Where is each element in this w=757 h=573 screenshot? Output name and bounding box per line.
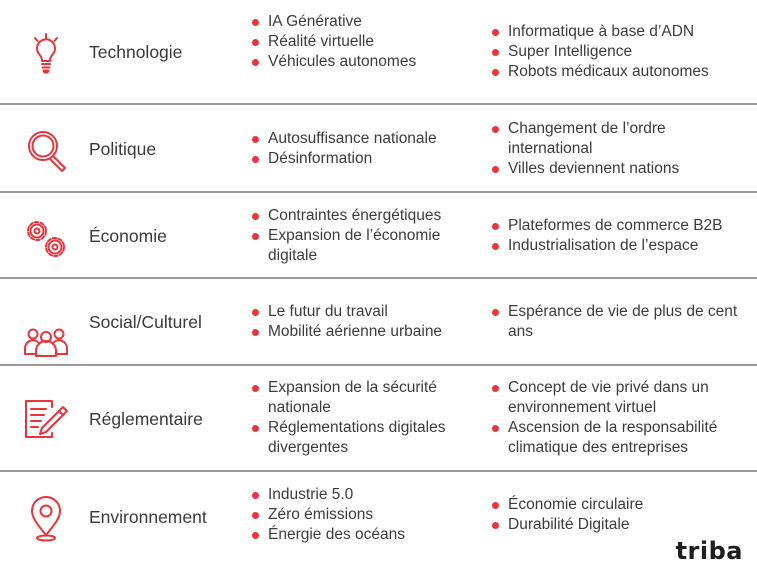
- list-item: Contraintes énergétiques: [250, 206, 465, 226]
- list-item: Industrialisation de l’espace: [490, 236, 740, 256]
- list-item: Le futur du travail: [250, 302, 465, 322]
- trend-list-column-1: [250, 129, 465, 169]
- trend-row-reglementaire: [0, 365, 757, 470]
- list-item: Mobilité aérienne urbaine: [250, 322, 465, 342]
- trend-row-technologie: [0, 0, 757, 103]
- lightbulb-icon: [22, 30, 70, 78]
- list-item: Réalité virtuelle: [250, 32, 465, 52]
- people-icon: [22, 320, 70, 368]
- category-label: Économie: [89, 226, 167, 246]
- trend-list-column-2: [490, 22, 740, 82]
- list-item: IA Générative: [250, 12, 465, 32]
- trend-row-social-culturel: [0, 278, 757, 364]
- list-item: Expansion de l’économie digitale: [250, 226, 465, 266]
- triba-logo: triba: [675, 537, 743, 565]
- magnifier-icon: [22, 126, 70, 174]
- list-item: Espérance de vie de plus de cent ans: [490, 302, 740, 342]
- list-item: Robots médicaux autonomes: [490, 62, 740, 82]
- list-item: Autosuffisance nationale: [250, 129, 465, 149]
- list-item: Super Intelligence: [490, 42, 740, 62]
- list-item: Villes deviennent nations: [490, 159, 740, 179]
- category-label: Réglementaire: [89, 409, 203, 429]
- list-item: Plateformes de commerce B2B: [490, 216, 740, 236]
- category-label: Technologie: [89, 42, 183, 62]
- list-item: Concept de vie privé dans un environnement virtuel: [490, 378, 740, 418]
- trend-list-column-2: [490, 119, 740, 179]
- trend-list-column-1: [250, 485, 465, 545]
- category-label: Environnement: [89, 507, 207, 527]
- document-pen-icon: [22, 395, 70, 443]
- category-label: Politique: [89, 139, 157, 159]
- location-pin-icon: [22, 495, 70, 543]
- trend-list-column-2: [490, 216, 740, 256]
- trend-row-politique: [0, 104, 757, 191]
- trend-list-column-2: [490, 495, 740, 535]
- list-item: Économie circulaire: [490, 495, 740, 515]
- trend-list-column-2: [490, 302, 740, 342]
- trend-list-column-2: [490, 378, 740, 458]
- trend-list-column-1: [250, 12, 465, 72]
- list-item: Véhicules autonomes: [250, 52, 465, 72]
- list-item: Durabilité Digitale: [490, 515, 740, 535]
- list-item: Zéro émissions: [250, 505, 465, 525]
- trend-list-column-1: [250, 302, 465, 342]
- list-item: Expansion de la sécurité nationale: [250, 378, 465, 418]
- list-item: Énergie des océans: [250, 525, 465, 545]
- trend-list-column-1: [250, 378, 465, 458]
- list-item: Changement de l’ordre international: [490, 119, 740, 159]
- trend-list-column-1: [250, 206, 465, 266]
- list-item: Réglementations digitales divergentes: [250, 418, 465, 458]
- list-item: Désinformation: [250, 149, 465, 169]
- trend-row-environnement: [0, 471, 757, 573]
- list-item: Ascension de la responsabilité climatique des entreprises: [490, 418, 740, 458]
- list-item: Industrie 5.0: [250, 485, 465, 505]
- gears-icon: [22, 214, 70, 262]
- list-item: Informatique à base d’ADN: [490, 22, 740, 42]
- trend-row-economie: [0, 192, 757, 277]
- category-label: Social/Culturel: [89, 312, 202, 332]
